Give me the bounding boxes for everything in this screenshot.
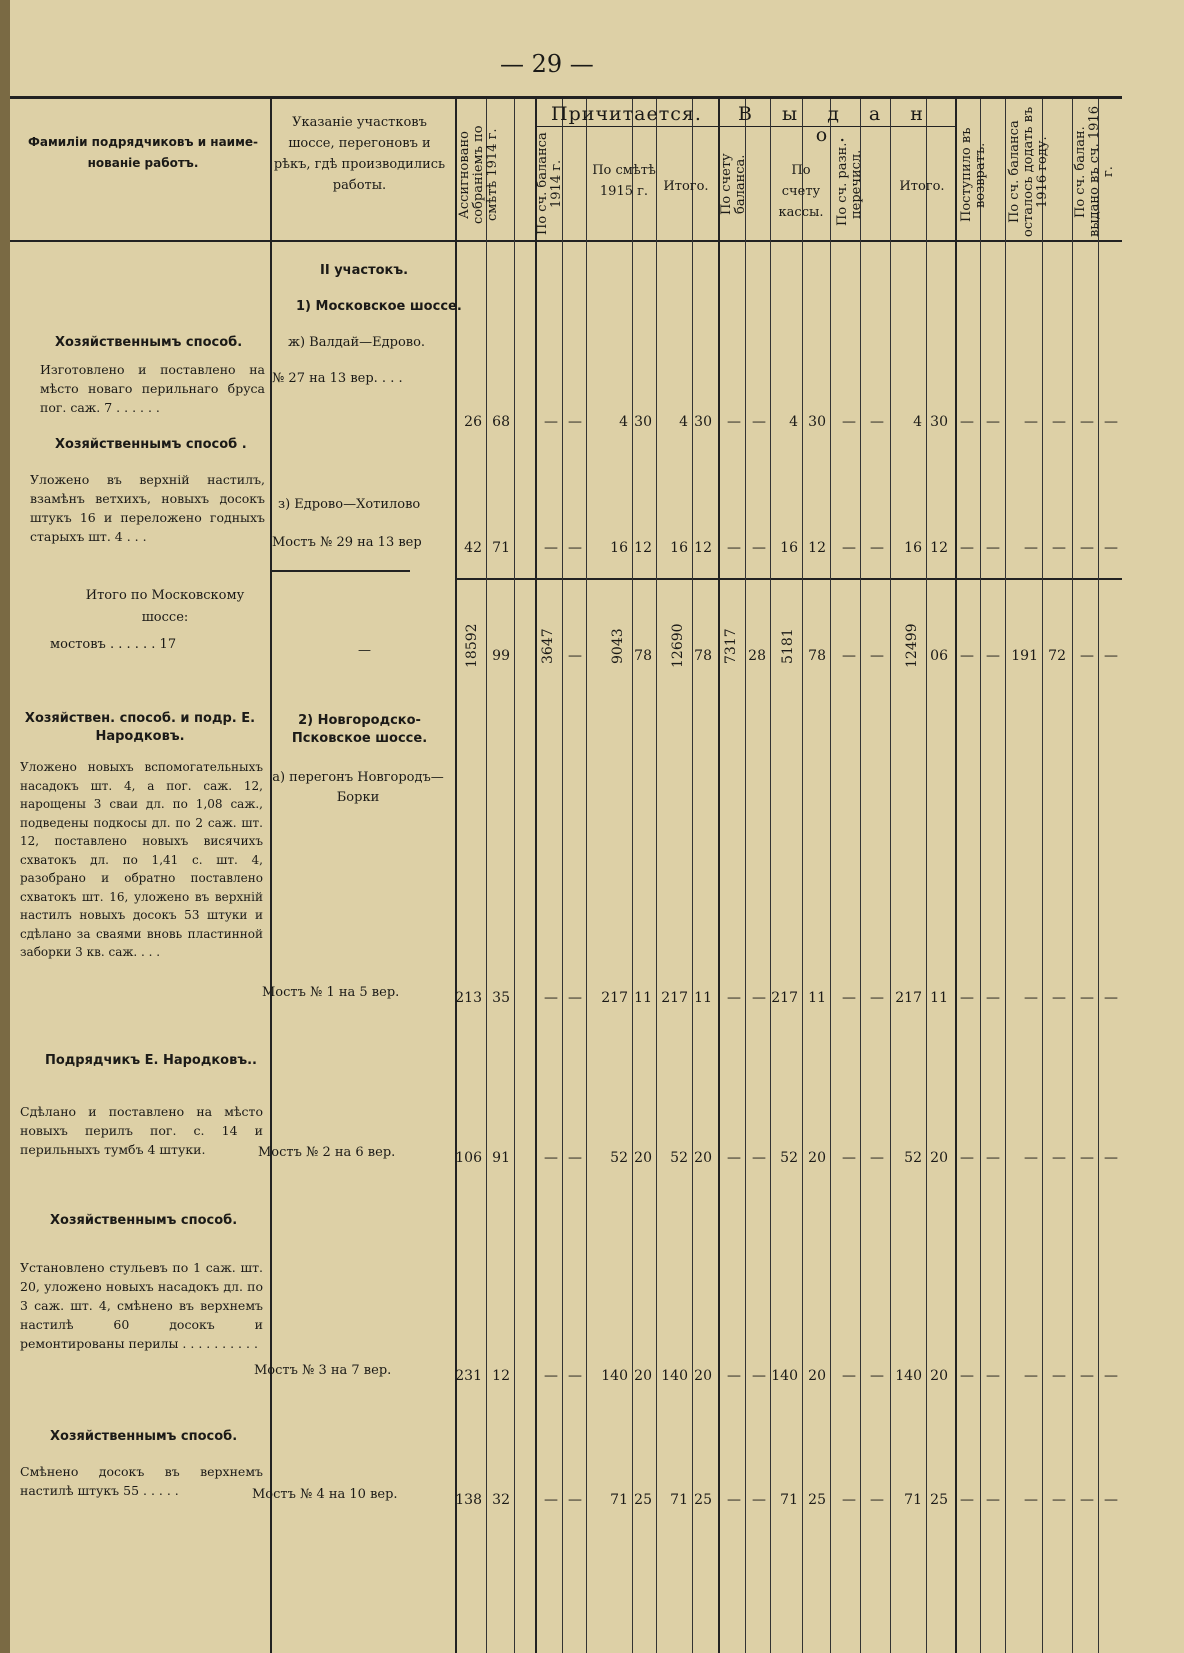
amount-cell: 12 — [694, 540, 712, 556]
amount-cell: 9043 — [610, 628, 626, 664]
amount-cell: — — [1052, 1368, 1066, 1384]
column-line — [1005, 99, 1006, 1653]
column-line — [632, 99, 633, 1653]
amount-cell: 52 — [780, 1150, 798, 1166]
amount-cell: 16 — [670, 540, 688, 556]
amount-cell: 52 — [670, 1150, 688, 1166]
amount-cell: — — [1104, 648, 1118, 664]
amount-cell: 140 — [895, 1368, 922, 1384]
amount-cell: — — [568, 1150, 582, 1166]
header-due-estimate: По смѣтѣ 1915 г. — [592, 163, 656, 199]
amount-cell: 11 — [634, 990, 652, 1006]
amount-cell: — — [544, 1368, 558, 1384]
amount-cell: — — [1104, 540, 1118, 556]
amount-cell: — — [752, 540, 766, 556]
amount-cell: — — [1024, 1150, 1038, 1166]
amount-cell: — — [727, 540, 741, 556]
amount-cell: — — [1024, 1492, 1038, 1508]
row2-desc: Уложено въ верхній настилъ, взамѣнъ ветхихъ, новыхъ досокъ штукъ 16 и переложено годныхъ старыхъ шт. 4 . . . — [30, 472, 265, 544]
amount-cell: — — [1024, 540, 1038, 556]
row1-location: № 27 на 13 вер. . . . — [272, 371, 403, 386]
amount-cell: — — [842, 1368, 856, 1384]
column-line — [955, 99, 957, 1653]
amount-cell: 30 — [930, 414, 948, 430]
amount-cell: 4 — [789, 414, 798, 430]
novgorod-road-title: 2) Новгородско-Псковское шоссе. — [291, 713, 428, 746]
amount-cell: — — [1024, 990, 1038, 1006]
row6-desc: Смѣнено досокъ въ верхнемъ настилѣ штукъ 55 . . . . . — [20, 1464, 263, 1498]
amount-cell: — — [727, 990, 741, 1006]
amount-cell: 20 — [634, 1368, 652, 1384]
row2-location: Мостъ № 29 на 13 вер — [272, 535, 422, 550]
column-line — [486, 99, 487, 1653]
amount-cell: — — [986, 540, 1000, 556]
amount-cell: — — [986, 990, 1000, 1006]
amount-cell: — — [870, 414, 884, 430]
row4-location: Мостъ № 2 на 6 вер. — [258, 1145, 396, 1160]
row2-method: Хозяйственнымъ способ . — [55, 437, 247, 452]
amount-cell: 20 — [694, 1150, 712, 1166]
column-line — [860, 99, 861, 1653]
amount-cell: — — [568, 990, 582, 1006]
row5-method: Хозяйственнымъ способ. — [50, 1213, 238, 1228]
amount-cell: — — [986, 414, 1000, 430]
amount-cell: — — [870, 648, 884, 664]
amount-cell: 25 — [930, 1492, 948, 1508]
amount-cell: — — [752, 990, 766, 1006]
amount-cell: 25 — [808, 1492, 826, 1508]
amount-cell: 25 — [694, 1492, 712, 1508]
amount-cell: 52 — [904, 1150, 922, 1166]
amount-cell: — — [1052, 414, 1066, 430]
amount-cell: — — [1052, 990, 1066, 1006]
moscow-road-title: 1) Московское шоссе. — [296, 299, 462, 314]
row4-method: Подрядчикъ Е. Народковъ.. — [45, 1053, 257, 1068]
amount-cell: — — [842, 648, 856, 664]
sector-title: II участокъ. — [320, 263, 409, 278]
amount-cell: 78 — [694, 648, 712, 664]
amount-cell: 20 — [808, 1150, 826, 1166]
amount-cell: 12 — [930, 540, 948, 556]
amount-cell: — — [568, 648, 582, 664]
amount-cell: 12499 — [904, 623, 920, 669]
amount-cell: 28 — [748, 648, 766, 664]
amount-cell: 4 — [619, 414, 628, 430]
amount-cell: — — [870, 1492, 884, 1508]
header-col1: Фамиліи подрядчиковъ и наиме-нованіе работъ. — [27, 135, 259, 170]
amount-cell: 140 — [771, 1368, 798, 1384]
amount-cell: 91 — [492, 1150, 510, 1166]
column-line — [1098, 99, 1099, 1653]
row2-loc-header: з) Едрово—Хотилово — [278, 497, 421, 512]
amount-cell: — — [752, 1150, 766, 1166]
amount-cell: 32 — [492, 1492, 510, 1508]
column-line — [455, 99, 457, 1653]
row6-location: Мостъ № 4 на 10 вер. — [252, 1487, 398, 1502]
amount-cell: 35 — [492, 990, 510, 1006]
amount-cell: 12 — [634, 540, 652, 556]
amount-cell: — — [727, 1150, 741, 1166]
amount-cell: — — [960, 648, 974, 664]
amount-cell: — — [842, 540, 856, 556]
header-due-total: Итого. — [663, 179, 709, 194]
amount-cell: — — [1104, 990, 1118, 1006]
header-paid-cash: По счету кассы. — [778, 163, 824, 220]
amount-cell: — — [1080, 414, 1094, 430]
amount-cell: 71 — [904, 1492, 922, 1508]
amount-cell: — — [1080, 1492, 1094, 1508]
amount-cell: 26 — [464, 414, 482, 430]
amount-cell: 213 — [455, 990, 482, 1006]
amount-cell: 217 — [895, 990, 922, 1006]
amount-cell: — — [544, 540, 558, 556]
amount-cell: 20 — [930, 1368, 948, 1384]
amount-cell: — — [1104, 414, 1118, 430]
amount-cell: — — [842, 1150, 856, 1166]
amount-cell: 12 — [492, 1368, 510, 1384]
amount-cell: 68 — [492, 414, 510, 430]
amount-cell: — — [870, 540, 884, 556]
amount-cell: 30 — [808, 414, 826, 430]
amount-cell: — — [727, 414, 741, 430]
amount-cell: 138 — [455, 1492, 482, 1508]
header-assigned: Ассигновано собраніемъ по смѣтѣ 1914 г. — [457, 125, 500, 225]
amount-cell: — — [1024, 1368, 1038, 1384]
amount-cell: — — [1024, 414, 1038, 430]
amount-cell: 12 — [808, 540, 826, 556]
amount-cell: 231 — [455, 1368, 482, 1384]
amount-cell: — — [727, 1368, 741, 1384]
header-paid-misc: По сч. разн. перечисл. — [835, 142, 864, 226]
amount-cell: 42 — [464, 540, 482, 556]
amount-cell: — — [870, 1368, 884, 1384]
amount-cell: 78 — [634, 648, 652, 664]
amount-cell: — — [1052, 1492, 1066, 1508]
amount-cell: 140 — [661, 1368, 688, 1384]
header-returned: Поступило въ возвратъ. — [959, 127, 988, 223]
amount-cell: — — [1052, 1150, 1066, 1166]
column-line — [562, 99, 563, 1653]
header-paid-balance: По счету баланса. — [719, 153, 748, 215]
column-line — [980, 99, 981, 1653]
amount-cell: 52 — [610, 1150, 628, 1166]
amount-cell: 11 — [694, 990, 712, 1006]
amount-cell: 217 — [661, 990, 688, 1006]
amount-cell: — — [544, 990, 558, 1006]
amount-cell: — — [752, 414, 766, 430]
amount-cell: 72 — [1048, 648, 1066, 664]
amount-cell: — — [544, 1492, 558, 1508]
amount-cell: — — [544, 1150, 558, 1166]
amount-cell: — — [960, 414, 974, 430]
header-remaining: По сч. баланса осталось додать въ 1916 году. — [1007, 106, 1050, 238]
amount-cell: 25 — [634, 1492, 652, 1508]
column-line — [1042, 99, 1043, 1653]
amount-cell: — — [960, 1368, 974, 1384]
column-line — [514, 99, 515, 1653]
amount-cell: — — [1080, 990, 1094, 1006]
row4-desc: Сдѣлано и поставлено на мѣсто новыхъ перилъ пог. с. 14 и перильныхъ тумбъ 4 штуки. — [20, 1104, 263, 1157]
row5-desc: Установлено стульевъ по 1 саж. шт. 20, уложено новыхъ насадокъ дл. по 3 саж. шт. 4, смѣнено въ верхнемъ настилѣ 60 досокъ и ремонтированы перилы . . . . . . . . . . — [20, 1260, 263, 1351]
column-line — [1072, 99, 1073, 1653]
amount-cell: — — [1104, 1492, 1118, 1508]
amount-cell: 20 — [808, 1368, 826, 1384]
amount-cell: — — [1080, 1368, 1094, 1384]
column-line — [770, 99, 771, 1653]
column-line — [890, 99, 891, 1653]
amount-cell: 3647 — [540, 628, 556, 664]
header-issued-1916: По сч. балан. выдано въ сч. 1916 г. — [1073, 106, 1116, 238]
amount-cell: — — [986, 1492, 1000, 1508]
amount-cell: 16 — [904, 540, 922, 556]
header-due-group: Причитается. — [551, 103, 702, 125]
amount-cell: — — [568, 540, 582, 556]
amount-cell: 5181 — [780, 628, 796, 664]
header-col2: Указаніе участковъ шоссе, перегоновъ и рѣкъ, гдѣ производились работы. — [273, 115, 446, 193]
header-due-balance: По сч. баланса 1914 г. — [535, 132, 564, 236]
amount-cell: — — [960, 990, 974, 1006]
amount-cell: 4 — [913, 414, 922, 430]
amount-cell: — — [1080, 1150, 1094, 1166]
amount-cell: 20 — [694, 1368, 712, 1384]
amount-cell: 140 — [601, 1368, 628, 1384]
row3-desc: Уложено новыхъ вспомогательныхъ насадокъ шт. 4, а пог. саж. 12, нарощены 3 сваи дл. по 1,08 саж., подведены подкосы дл. по 2 саж. шт. 12, поставлено новыхъ висячихъ схватокъ дл. по 1,41 с. шт. 4, разобрано и обратно поставлено схватокъ шт. 16, уложено въ верхній настилъ новыхъ досокъ 53 штуки и сдѣлано за сваями вновь пластинной заборки 3 кв. саж. . . . — [20, 760, 263, 959]
header-paid-total: Итого. — [899, 179, 945, 194]
amount-cell: — — [842, 414, 856, 430]
column-line — [745, 99, 746, 1653]
amount-cell: 18592 — [464, 623, 480, 669]
row1-loc-header: ж) Валдай—Едрово. — [288, 335, 426, 350]
column-line — [830, 99, 831, 1653]
amount-cell: — — [960, 1492, 974, 1508]
amount-cell: — — [1080, 648, 1094, 664]
row5-location: Мостъ № 3 на 7 вер. — [254, 1363, 392, 1378]
amount-cell: — — [1052, 540, 1066, 556]
amount-cell: 11 — [808, 990, 826, 1006]
amount-cell: — — [1104, 1368, 1118, 1384]
amount-cell: — — [870, 1150, 884, 1166]
amount-cell: — — [727, 1492, 741, 1508]
amount-cell: — — [960, 1150, 974, 1166]
amount-cell: — — [568, 414, 582, 430]
amount-cell: 20 — [634, 1150, 652, 1166]
total-desc2: мостовъ . . . . . . 17 — [50, 637, 177, 652]
amount-cell: — — [568, 1492, 582, 1508]
amount-cell: — — [544, 414, 558, 430]
row3-loc-header: а) перегонъ Новгородъ—Борки — [272, 770, 444, 805]
amount-cell: 30 — [634, 414, 652, 430]
amount-cell: 71 — [780, 1492, 798, 1508]
amount-cell: 16 — [610, 540, 628, 556]
row3-location: Мостъ № 1 на 5 вер. — [262, 985, 400, 1000]
row3-method: Хозяйствен. способ. и подр. Е. Народковъ. — [24, 711, 256, 744]
amount-cell: 71 — [492, 540, 510, 556]
amount-cell: — — [1080, 540, 1094, 556]
amount-cell: 06 — [930, 648, 948, 664]
column-line — [926, 99, 927, 1653]
amount-cell: — — [568, 1368, 582, 1384]
amount-cell: — — [986, 1368, 1000, 1384]
amount-cell: 191 — [1011, 648, 1038, 664]
column-line — [535, 99, 537, 1653]
subtotal-rule — [455, 578, 1122, 580]
row6-method: Хозяйственнымъ способ. — [50, 1429, 238, 1444]
amount-cell: 11 — [930, 990, 948, 1006]
page-edge — [0, 0, 10, 1653]
column-line — [718, 99, 720, 1653]
amount-cell: — — [986, 1150, 1000, 1166]
amount-cell: 20 — [930, 1150, 948, 1166]
amount-cell: — — [1104, 1150, 1118, 1166]
amount-cell: 78 — [808, 648, 826, 664]
amount-cell: — — [842, 990, 856, 1006]
amount-cell: 71 — [670, 1492, 688, 1508]
amount-cell: 12690 — [670, 623, 686, 669]
amount-cell: — — [842, 1492, 856, 1508]
amount-cell: — — [752, 1492, 766, 1508]
column-line — [656, 99, 657, 1653]
amount-cell: — — [986, 648, 1000, 664]
amount-cell: 4 — [679, 414, 688, 430]
column-line — [692, 99, 693, 1653]
row1-desc: Изготовлено и поставлено на мѣсто новаго перильнаго бруса пог. саж. 7 . . . . . . — [40, 362, 265, 415]
amount-cell: 71 — [610, 1492, 628, 1508]
total-desc1: Итого по Московскому шоссе: — [85, 588, 245, 625]
amount-cell: 217 — [601, 990, 628, 1006]
subtotal-rule-location — [270, 570, 410, 572]
column-line — [270, 99, 272, 1653]
row1-method: Хозяйственнымъ способ. — [55, 335, 243, 350]
amount-cell: — — [870, 990, 884, 1006]
total-location: — — [358, 643, 371, 658]
amount-cell: 16 — [780, 540, 798, 556]
amount-cell: — — [960, 540, 974, 556]
page-number: — 29 — — [500, 50, 594, 78]
amount-cell: 217 — [771, 990, 798, 1006]
amount-cell: 99 — [492, 648, 510, 664]
amount-cell: 30 — [694, 414, 712, 430]
amount-cell: — — [752, 1368, 766, 1384]
amount-cell: 106 — [455, 1150, 482, 1166]
header-paid-group: В ы д а н о. — [738, 103, 935, 146]
column-line — [802, 99, 803, 1653]
amount-cell: 7317 — [723, 628, 739, 664]
column-line — [586, 99, 587, 1653]
